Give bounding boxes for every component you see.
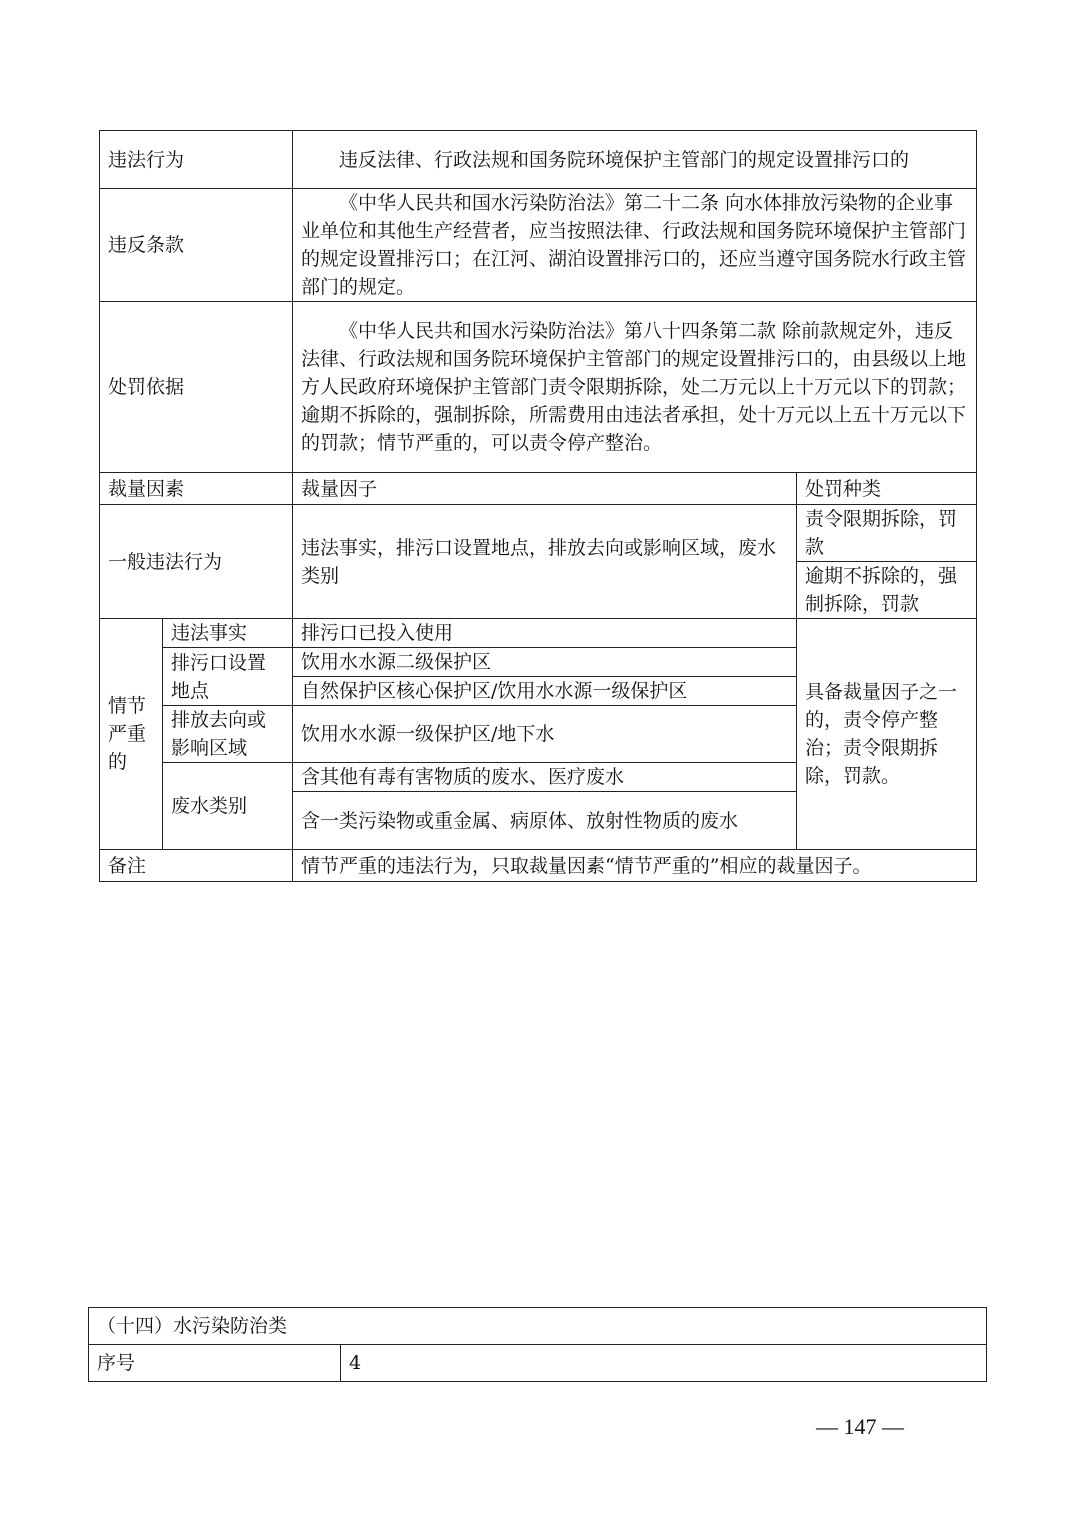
wastewater-value-1: 含其他有毒有害物质的废水、医疗废水 <box>293 763 797 792</box>
remark-label: 备注 <box>100 850 293 882</box>
wastewater-value-2: 含一类污染物或重金属、病原体、放射性物质的废水 <box>293 792 797 850</box>
basis-label: 处罚依据 <box>100 302 293 473</box>
factor-header: 裁量因素 <box>100 473 293 505</box>
page-number: — 147 — <box>816 1414 904 1439</box>
serial-label: 序号 <box>89 1345 341 1382</box>
fact-label: 违法事实 <box>163 619 293 648</box>
basis-content: 《中华人民共和国水污染防治法》第八十四条第二款 除前款规定外，违反法律、行政法规和国务院环境保护主管部门的规定设置排污口的，由县级以上地方人民政府环境保护主管部门责令限期拆除，处二万元以上十万元以下的罚款；逾期不拆除的，强制拆除，所需费用由违法者承担，处十万元以上五十万元以下的罚款；情节严重的，可以责令停产整治。 <box>293 302 977 473</box>
remark-content: 情节严重的违法行为，只取裁量因素“情节严重的”相应的裁量因子。 <box>293 850 977 882</box>
serial-value: 4 <box>341 1345 987 1382</box>
location-value-1: 饮用水水源二级保护区 <box>293 648 797 677</box>
penalty-table <box>99 130 977 882</box>
article-content: 《中华人民共和国水污染防治法》第二十二条 向水体排放污染物的企业事业单位和其他生产经营者，应当按照法律、行政法规和国务院环境保护主管部门的规定设置排污口；在江河、湖泊设置排污口的，还应当遵守国务院水行政主管部门的规定。 <box>293 189 977 302</box>
fact-value: 排污口已投入使用 <box>293 619 797 648</box>
serious-label: 情节严重的 <box>100 619 163 850</box>
category-table <box>88 1307 987 1382</box>
discharge-value: 饮用水水源一级保护区/地下水 <box>293 706 797 763</box>
location-label: 排污口设置地点 <box>163 648 293 706</box>
general-label: 一般违法行为 <box>100 505 293 619</box>
violation-label: 违法行为 <box>100 131 293 189</box>
serious-penalty: 具备裁量因子之一的，责令停产整治；责令限期拆除，罚款。 <box>797 619 977 850</box>
penalty-type-header: 处罚种类 <box>797 473 977 505</box>
general-factors: 违法事实，排污口设置地点，排放去向或影响区域，废水类别 <box>293 505 797 619</box>
category-title: （十四）水污染防治类 <box>89 1308 987 1345</box>
general-penalty-2: 逾期不拆除的，强制拆除，罚款 <box>797 562 977 619</box>
general-penalty-1: 责令限期拆除，罚款 <box>797 505 977 562</box>
location-value-2: 自然保护区核心保护区/饮用水水源一级保护区 <box>293 677 797 706</box>
sub-factor-header: 裁量因子 <box>293 473 797 505</box>
violation-content: 违反法律、行政法规和国务院环境保护主管部门的规定设置排污口的 <box>293 131 977 189</box>
discharge-label: 排放去向或影响区域 <box>163 706 293 763</box>
wastewater-label: 废水类别 <box>163 763 293 850</box>
article-label: 违反条款 <box>100 189 293 302</box>
